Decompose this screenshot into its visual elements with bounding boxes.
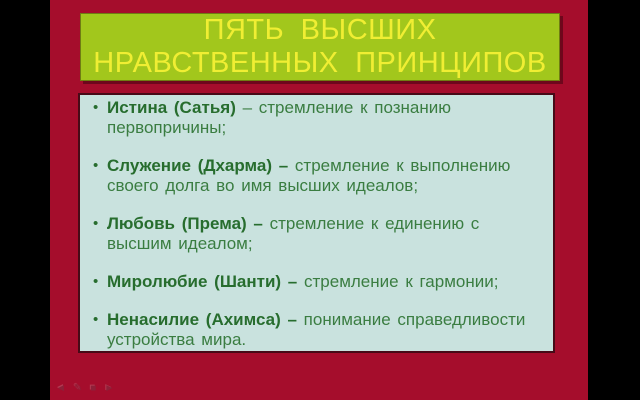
bullet-dot-icon: • <box>93 99 99 116</box>
pen-icon[interactable]: ✎ <box>73 383 83 394</box>
title-box <box>80 13 560 81</box>
bullet-description: стремление к гармонии; <box>304 272 499 291</box>
bullet-term: Истина (Сатья) <box>107 98 236 117</box>
list-item <box>80 310 549 350</box>
bullet-description: стремление к единению с высшим идеалом; <box>107 214 480 253</box>
slide-title-line-1: ПЯТЬ ВЫСШИХ <box>203 14 437 46</box>
bullet-term: Любовь (Према) – <box>107 214 263 233</box>
bullet-dot-icon: • <box>93 273 99 290</box>
bullet-description: стремление к выполнению своего долга во имя высших идеалов; <box>107 156 511 195</box>
slide-background <box>50 0 588 400</box>
bullet-description: понимание справедливости устройства мира. <box>107 310 526 349</box>
menu-icon[interactable]: ■ <box>90 383 97 394</box>
slideshow-toolbar <box>56 384 114 394</box>
bullet-term: Миролюбие (Шанти) – <box>107 272 298 291</box>
slide-title-line-2: НРАВСТВЕННЫХ ПРИНЦИПОВ <box>93 47 547 79</box>
list-item <box>80 156 549 196</box>
back-arrow-icon[interactable]: ◄ <box>56 383 66 394</box>
list-item <box>80 272 549 292</box>
list-item <box>80 214 549 254</box>
list-item <box>80 98 549 138</box>
bullet-dot-icon: • <box>93 215 99 232</box>
bullet-dot-icon: • <box>93 311 99 328</box>
bullet-list <box>80 95 553 350</box>
bullet-dot-icon: • <box>93 157 99 174</box>
content-box <box>78 93 555 353</box>
bullet-term: Ненасилие (Ахимса) – <box>107 310 297 329</box>
bullet-term: Служение (Дхарма) – <box>107 156 289 175</box>
bullet-description: – стремление к познанию первопричины; <box>107 98 451 137</box>
forward-arrow-icon[interactable]: ► <box>104 383 115 394</box>
